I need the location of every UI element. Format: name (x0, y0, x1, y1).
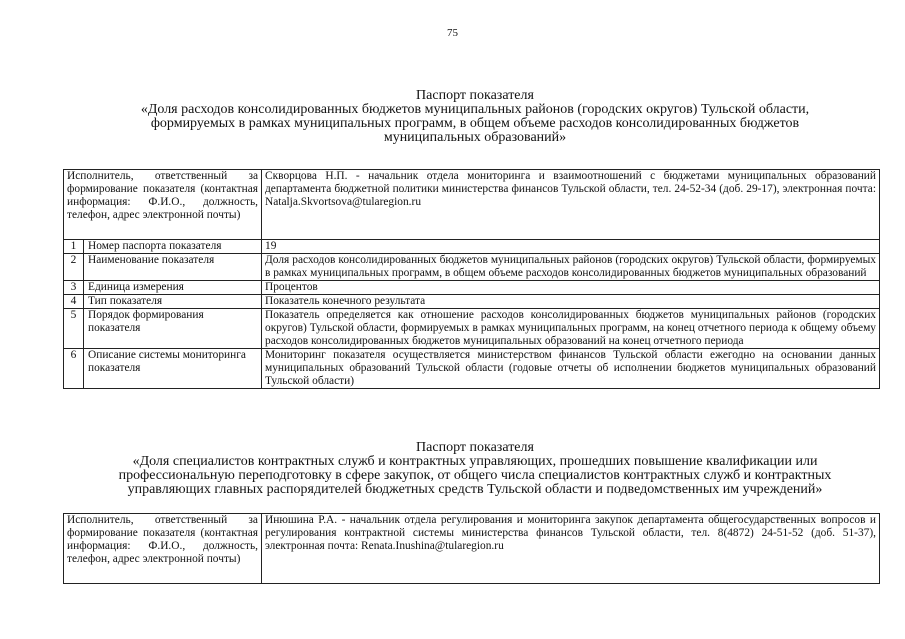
passport1-heading (40, 89, 905, 145)
row-label: Описание системы мониторинга показателя (84, 349, 262, 389)
passport2-table (63, 513, 880, 584)
row-value: 19 (262, 240, 880, 254)
row-label: Наименование показателя (84, 254, 262, 281)
row-number: 1 (64, 240, 84, 254)
executor-value: Инюшина Р.А. - начальник отдела регулирования и мониторинга закупок департамента общегосударственных вопросов и регулирования контрактной системы министерства финансов Тульской области, тел. 8(4872) 24-51-52 (доб. 51-37), электронная почта: Renata.Inushina@tularegion.ru (262, 514, 880, 584)
row-value: Мониторинг показателя осуществляется министерством финансов Тульской области ежегодно на основании данных муниципальных образований Тульской области (годовые отчеты об исполнении бюджетов муниципальных образований Тульской области) (262, 349, 880, 389)
passport1-table (63, 169, 880, 389)
row-label: Порядок формирования показателя (84, 309, 262, 349)
row-number: 5 (64, 309, 84, 349)
row-value: Показатель конечного результата (262, 295, 880, 309)
passport2-title: Паспорт показателя (416, 440, 534, 455)
passport1-subtitle-line: муниципальных образований» (383, 130, 567, 145)
row-label: Номер паспорта показателя (84, 240, 262, 254)
passport2-subtitle-line: «Доля специалистов контрактных служб и контрактных управляющих, прошедших повышение квалификации или (132, 454, 818, 469)
row-number: 3 (64, 281, 84, 295)
row-number: 6 (64, 349, 84, 389)
table-row (64, 295, 880, 309)
passport1-subtitle-line: «Доля расходов консолидированных бюджетов муниципальных районов (городских округов) Тульской области, (140, 102, 810, 117)
table-row (64, 281, 880, 295)
row-number: 4 (64, 295, 84, 309)
table-row (64, 254, 880, 281)
executor-label: Исполнитель, ответственный за формирование показателя (контактная информация: Ф.И.О., должность, телефон, адрес электронной почты) (64, 514, 262, 584)
row-label: Единица измерения (84, 281, 262, 295)
table-row (64, 309, 880, 349)
table-row (64, 349, 880, 389)
row-value: Доля расходов консолидированных бюджетов муниципальных районов (городских округов) Тульской области, формируемых в рамках муниципальных программ, в общем объеме расходов консолидированных бюджетов муниципальных образований (262, 254, 880, 281)
page-number: 75 (447, 27, 458, 39)
passport2-subtitle-line: профессиональную переподготовку в сфере закупок, от общего числа специалистов контрактных служб и контрактных (118, 468, 832, 483)
passport1-title: Паспорт показателя (416, 88, 534, 103)
passport2-heading (40, 441, 905, 497)
executor-value: Скворцова Н.П. - начальник отдела мониторинга и взаимоотношений с бюджетами муниципальных образований департамента бюджетной политики министерства финансов Тульской области, тел. 24-52-34 (доб. 29-17), электронная почта: Natalja.Skvortsova@tularegion.ru (262, 170, 880, 240)
executor-label: Исполнитель, ответственный за формирование показателя (контактная информация: Ф.И.О., должность, телефон, адрес электронной почты) (64, 170, 262, 240)
passport1-subtitle-line: формируемых в рамках муниципальных программ, в общем объеме расходов консолидированных бюджетов (150, 116, 800, 131)
passport2-subtitle-line: управляющих главных распорядителей бюджетных средств Тульской области и подведомственных им учреждений» (127, 482, 823, 497)
row-value: Показатель определяется как отношение расходов консолидированных бюджетов муниципальных районов (городских округов) Тульской области, формируемых в рамках муниципальных программ, на конец отчетного периода к общему объему расходов консолидированных бюджетов муниципальных образований на конец отчетного периода (262, 309, 880, 349)
row-label: Тип показателя (84, 295, 262, 309)
executor-row (64, 170, 880, 240)
executor-row (64, 514, 880, 584)
row-number: 2 (64, 254, 84, 281)
table-row (64, 240, 880, 254)
row-value: Процентов (262, 281, 880, 295)
